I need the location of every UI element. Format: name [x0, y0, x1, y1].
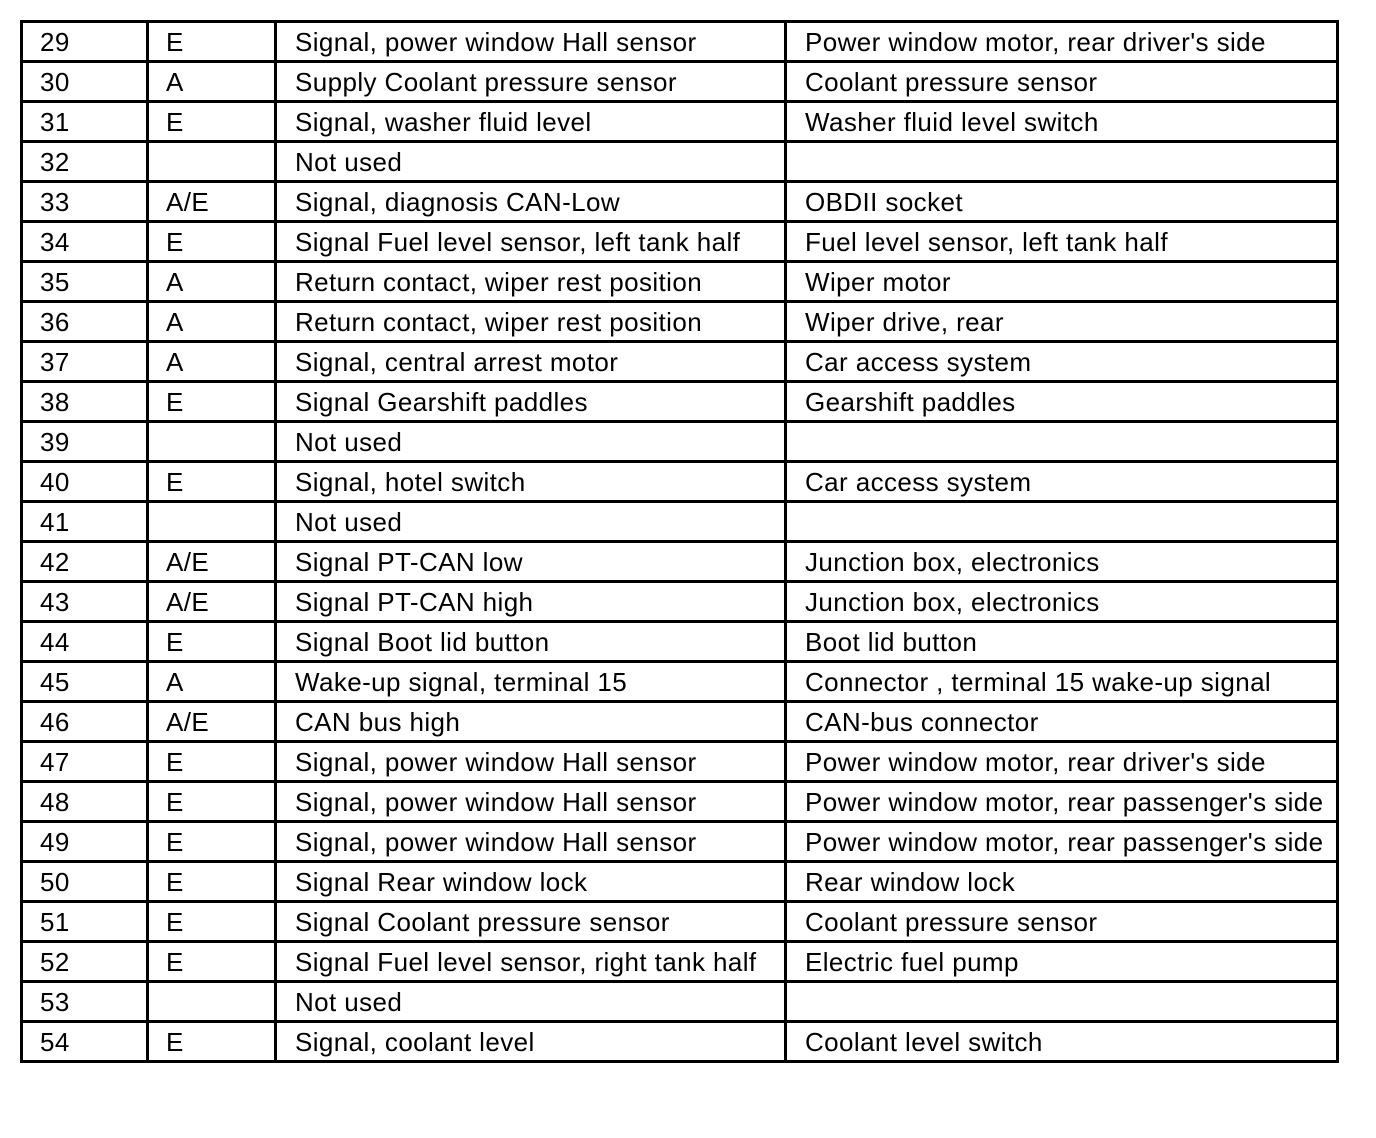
signal-direction-cell: E — [148, 822, 276, 862]
table-row — [22, 262, 1338, 302]
connected-component-cell: Power window motor, rear driver's side — [786, 22, 1338, 62]
signal-function-cell: Signal Coolant pressure sensor — [276, 902, 786, 942]
table-row — [22, 782, 1338, 822]
signal-direction-cell: E — [148, 942, 276, 982]
signal-function-cell: Not used — [276, 422, 786, 462]
signal-function-cell: Signal, power window Hall sensor — [276, 742, 786, 782]
connected-component-cell: Junction box, electronics — [786, 582, 1338, 622]
pin-number-cell: 31 — [22, 102, 148, 142]
pin-number-cell: 41 — [22, 502, 148, 542]
table-row — [22, 702, 1338, 742]
signal-function-cell: Not used — [276, 982, 786, 1022]
pin-number-cell: 49 — [22, 822, 148, 862]
table-row — [22, 462, 1338, 502]
signal-direction-cell: E — [148, 382, 276, 422]
signal-direction-cell: E — [148, 902, 276, 942]
signal-direction-cell: A/E — [148, 582, 276, 622]
table-row — [22, 982, 1338, 1022]
pin-number-cell: 47 — [22, 742, 148, 782]
signal-direction-cell: A — [148, 662, 276, 702]
pin-number-cell: 39 — [22, 422, 148, 462]
pin-number-cell: 54 — [22, 1022, 148, 1062]
signal-direction-cell: E — [148, 622, 276, 662]
connected-component-cell: Boot lid button — [786, 622, 1338, 662]
connected-component-cell: Gearshift paddles — [786, 382, 1338, 422]
table-row — [22, 422, 1338, 462]
connected-component-cell: Rear window lock — [786, 862, 1338, 902]
connected-component-cell — [786, 422, 1338, 462]
table-row — [22, 22, 1338, 62]
signal-direction-cell — [148, 502, 276, 542]
signal-direction-cell: A/E — [148, 542, 276, 582]
pin-number-cell: 51 — [22, 902, 148, 942]
signal-function-cell: Signal, coolant level — [276, 1022, 786, 1062]
table-row — [22, 742, 1338, 782]
connected-component-cell: Coolant level switch — [786, 1022, 1338, 1062]
pin-number-cell: 29 — [22, 22, 148, 62]
table-row — [22, 662, 1338, 702]
pin-number-cell: 36 — [22, 302, 148, 342]
signal-function-cell: Signal PT-CAN low — [276, 542, 786, 582]
signal-function-cell: Signal, power window Hall sensor — [276, 822, 786, 862]
connected-component-cell: Car access system — [786, 342, 1338, 382]
table-row — [22, 1022, 1338, 1062]
pin-number-cell: 50 — [22, 862, 148, 902]
signal-function-cell: Signal Fuel level sensor, right tank half — [276, 942, 786, 982]
connected-component-cell: Coolant pressure sensor — [786, 62, 1338, 102]
table-row — [22, 182, 1338, 222]
signal-direction-cell: E — [148, 742, 276, 782]
connected-component-cell: Coolant pressure sensor — [786, 902, 1338, 942]
connected-component-cell — [786, 982, 1338, 1022]
signal-function-cell: Signal, washer fluid level — [276, 102, 786, 142]
signal-direction-cell: E — [148, 462, 276, 502]
table-row — [22, 582, 1338, 622]
signal-direction-cell: E — [148, 222, 276, 262]
table-row — [22, 102, 1338, 142]
table-row — [22, 302, 1338, 342]
pin-number-cell: 52 — [22, 942, 148, 982]
signal-function-cell: CAN bus high — [276, 702, 786, 742]
table-row — [22, 542, 1338, 582]
pin-number-cell: 48 — [22, 782, 148, 822]
signal-direction-cell: A/E — [148, 702, 276, 742]
table-row — [22, 382, 1338, 422]
signal-direction-cell: A — [148, 342, 276, 382]
table-row — [22, 622, 1338, 662]
pin-number-cell: 32 — [22, 142, 148, 182]
table-row — [22, 222, 1338, 262]
signal-direction-cell: E — [148, 862, 276, 902]
pin-number-cell: 45 — [22, 662, 148, 702]
table-row — [22, 822, 1338, 862]
connected-component-cell: Junction box, electronics — [786, 542, 1338, 582]
pin-number-cell: 34 — [22, 222, 148, 262]
connected-component-cell: CAN-bus connector — [786, 702, 1338, 742]
pin-number-cell: 37 — [22, 342, 148, 382]
pin-number-cell: 38 — [22, 382, 148, 422]
signal-function-cell: Signal, hotel switch — [276, 462, 786, 502]
connected-component-cell: Power window motor, rear passenger's side — [786, 822, 1338, 862]
table-row — [22, 142, 1338, 182]
signal-function-cell: Return contact, wiper rest position — [276, 262, 786, 302]
pin-number-cell: 53 — [22, 982, 148, 1022]
pin-number-cell: 40 — [22, 462, 148, 502]
signal-direction-cell: E — [148, 102, 276, 142]
connected-component-cell: Wiper motor — [786, 262, 1338, 302]
connected-component-cell: Power window motor, rear passenger's side — [786, 782, 1338, 822]
connected-component-cell — [786, 502, 1338, 542]
pin-number-cell: 42 — [22, 542, 148, 582]
table-row — [22, 62, 1338, 102]
connected-component-cell: Electric fuel pump — [786, 942, 1338, 982]
connected-component-cell: Connector , terminal 15 wake-up signal — [786, 662, 1338, 702]
signal-function-cell: Signal, central arrest motor — [276, 342, 786, 382]
connected-component-cell: Fuel level sensor, left tank half — [786, 222, 1338, 262]
pin-number-cell: 46 — [22, 702, 148, 742]
pin-assignment-table — [20, 20, 1339, 1063]
pin-number-cell: 30 — [22, 62, 148, 102]
connected-component-cell: Wiper drive, rear — [786, 302, 1338, 342]
signal-direction-cell: A/E — [148, 182, 276, 222]
signal-direction-cell — [148, 982, 276, 1022]
signal-function-cell: Signal, power window Hall sensor — [276, 22, 786, 62]
signal-direction-cell: A — [148, 262, 276, 302]
signal-function-cell: Signal, power window Hall sensor — [276, 782, 786, 822]
signal-function-cell: Supply Coolant pressure sensor — [276, 62, 786, 102]
pin-number-cell: 44 — [22, 622, 148, 662]
connected-component-cell — [786, 142, 1338, 182]
pin-table-body — [22, 22, 1338, 1062]
signal-direction-cell: E — [148, 22, 276, 62]
signal-function-cell: Signal Gearshift paddles — [276, 382, 786, 422]
signal-function-cell: Signal Rear window lock — [276, 862, 786, 902]
signal-direction-cell — [148, 422, 276, 462]
signal-function-cell: Signal, diagnosis CAN-Low — [276, 182, 786, 222]
signal-direction-cell: E — [148, 782, 276, 822]
signal-direction-cell: A — [148, 62, 276, 102]
signal-function-cell: Return contact, wiper rest position — [276, 302, 786, 342]
connected-component-cell: OBDII socket — [786, 182, 1338, 222]
connected-component-cell: Power window motor, rear driver's side — [786, 742, 1338, 782]
signal-direction-cell: A — [148, 302, 276, 342]
table-row — [22, 942, 1338, 982]
pin-number-cell: 35 — [22, 262, 148, 302]
connected-component-cell: Car access system — [786, 462, 1338, 502]
signal-function-cell: Signal Boot lid button — [276, 622, 786, 662]
connected-component-cell: Washer fluid level switch — [786, 102, 1338, 142]
table-row — [22, 902, 1338, 942]
pin-number-cell: 33 — [22, 182, 148, 222]
table-row — [22, 862, 1338, 902]
signal-direction-cell: E — [148, 1022, 276, 1062]
table-row — [22, 342, 1338, 382]
pin-number-cell: 43 — [22, 582, 148, 622]
signal-function-cell: Signal Fuel level sensor, left tank half — [276, 222, 786, 262]
signal-function-cell: Wake-up signal, terminal 15 — [276, 662, 786, 702]
signal-function-cell: Not used — [276, 142, 786, 182]
signal-function-cell: Not used — [276, 502, 786, 542]
table-row — [22, 502, 1338, 542]
signal-function-cell: Signal PT-CAN high — [276, 582, 786, 622]
signal-direction-cell — [148, 142, 276, 182]
